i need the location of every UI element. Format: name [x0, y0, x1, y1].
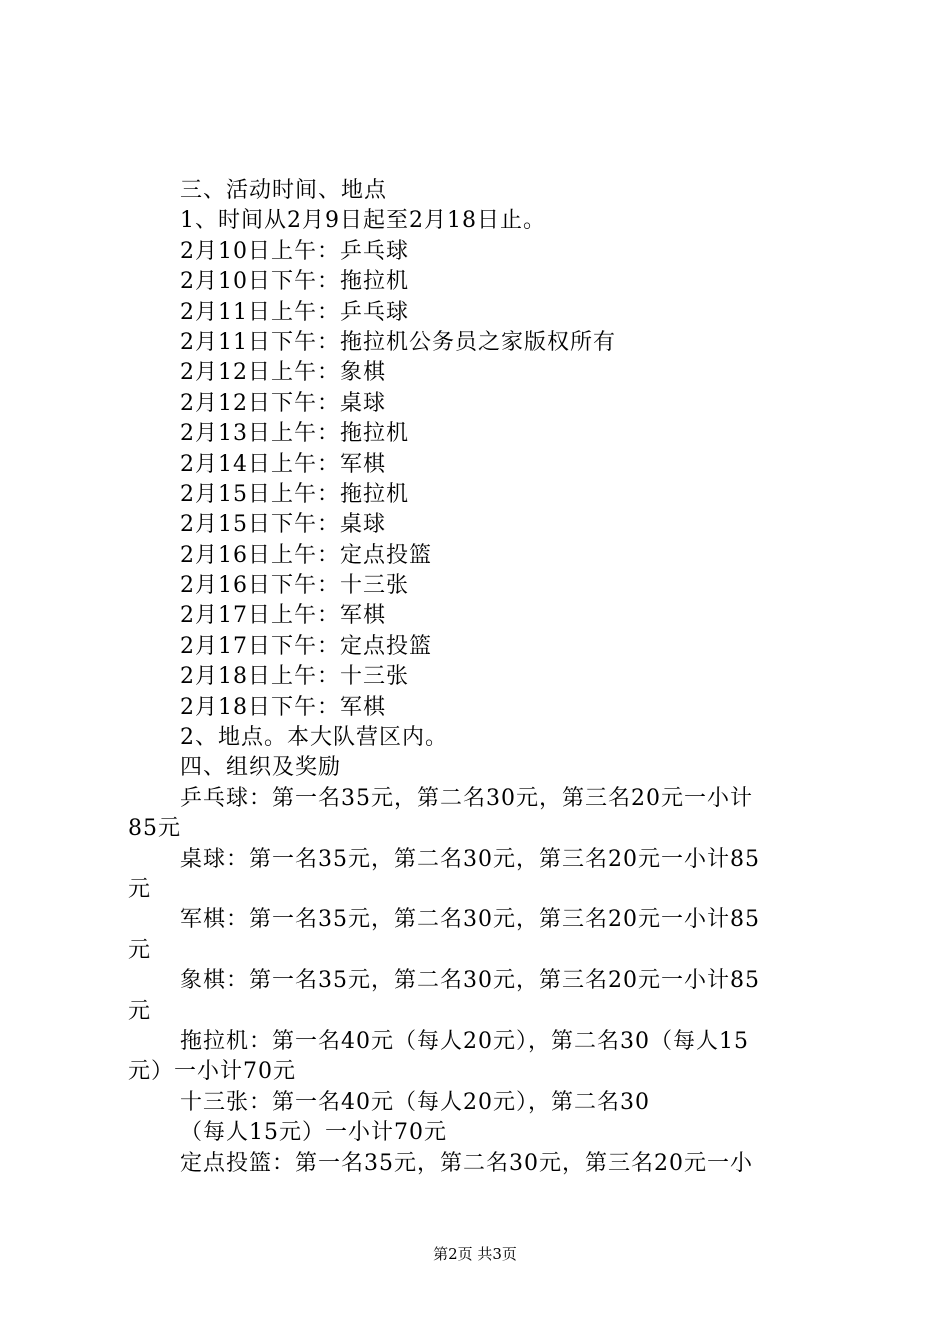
- prize-line: 象棋：第一名35元，第二名30元，第三名20元一小计85: [180, 968, 760, 994]
- schedule-item: 2月17日上午：军棋: [180, 603, 386, 629]
- section-heading-organization: 四、组织及奖励: [180, 755, 342, 781]
- prize-line: 拖拉机：第一名40元（每人20元），第二名30（每人15: [180, 1028, 749, 1054]
- schedule-item: 2月18日下午：军棋: [180, 694, 386, 720]
- prize-line-continued: 元: [128, 998, 152, 1024]
- schedule-item: 2月10日下午：拖拉机: [180, 269, 409, 295]
- prize-line-continued: 元: [128, 937, 152, 963]
- prize-line-continued: 元）一小计70元: [128, 1059, 296, 1085]
- schedule-item: 2月15日下午：桌球: [180, 512, 386, 538]
- prize-line: 定点投篮：第一名35元，第二名30元，第三名20元一小: [180, 1150, 753, 1176]
- prize-line-continued: （每人15元）一小计70元: [180, 1120, 447, 1146]
- schedule-item: 2月18日上午：十三张: [180, 664, 409, 690]
- prize-line: 乒乓球：第一名35元，第二名30元，第三名20元一小计: [180, 785, 753, 811]
- schedule-item: 2月17日下午：定点投篮: [180, 633, 432, 659]
- schedule-item: 2月16日上午：定点投篮: [180, 542, 432, 568]
- page-number-footer: 第2页 共3页: [433, 1245, 517, 1263]
- document-body: [128, 176, 834, 1179]
- section-heading-time-place: 三、活动时间、地点: [180, 178, 388, 203]
- schedule-item: 2月14日上午：军棋: [180, 451, 386, 477]
- schedule-range: 1、时间从2月9日起至2月18日止。: [180, 208, 546, 234]
- schedule-item: 2月12日上午：象棋: [180, 360, 386, 386]
- prize-line-continued: 85元: [128, 816, 181, 842]
- prize-line: 十三张：第一名40元（每人20元），第二名30: [180, 1089, 650, 1115]
- location-line: 2、地点。本大队营区内。: [180, 725, 448, 751]
- prize-line: 桌球：第一名35元，第二名30元，第三名20元一小计85: [180, 846, 760, 872]
- prize-line: 军棋：第一名35元，第二名30元，第三名20元一小计85: [180, 907, 760, 933]
- schedule-item: 2月12日下午：桌球: [180, 390, 386, 416]
- schedule-item: 2月10日上午：乒乓球: [180, 238, 409, 264]
- schedule-item: 2月13日上午：拖拉机: [180, 421, 409, 447]
- prize-line-continued: 元: [128, 876, 152, 902]
- schedule-item: 2月15日上午：拖拉机: [180, 481, 409, 507]
- schedule-item: 2月11日上午：乒乓球: [180, 299, 409, 325]
- schedule-item: 2月11日下午：拖拉机公务员之家版权所有: [180, 329, 616, 355]
- schedule-item: 2月16日下午：十三张: [180, 573, 409, 599]
